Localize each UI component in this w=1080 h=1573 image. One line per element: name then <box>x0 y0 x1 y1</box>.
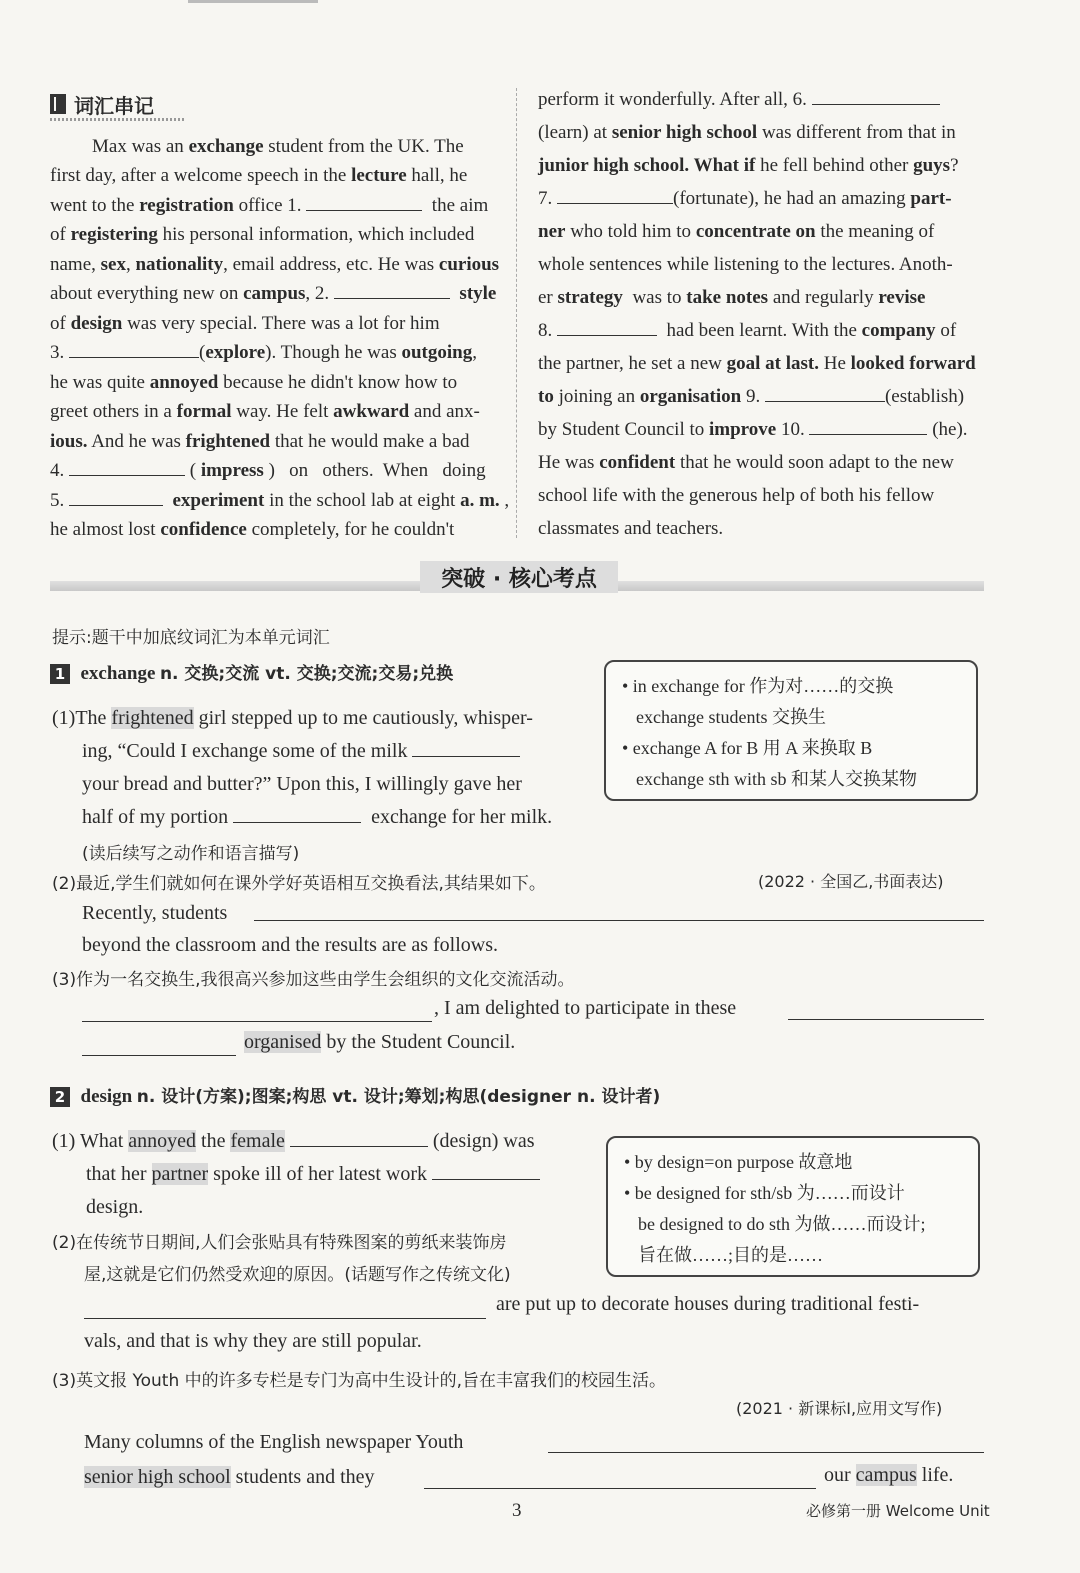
text-experiment: experiment in the school lab at eight a. m. , <box>172 490 510 511</box>
item1-heading <box>50 659 453 685</box>
item1-q1-note: (读后续写之动作和语言描写) <box>82 844 300 864</box>
item2-q3-our: our <box>824 1464 851 1486</box>
blank-5[interactable] <box>69 487 163 506</box>
item2-hint-4: 旨在做……;目的是…… <box>638 1245 824 1265</box>
item2-hint-1: • by design=on purpose 故意地 <box>624 1152 853 1172</box>
item2-q3-life: life. <box>921 1464 954 1486</box>
book-icon <box>50 94 66 114</box>
blank-8[interactable] <box>557 317 657 336</box>
vocab-right-line-9: the partner, he set a new goal at last. He looked forward <box>538 353 976 374</box>
item2-q3-text: students and they <box>235 1466 375 1488</box>
item1-q3-prompt: (3)作为一名交换生,我很高兴参加这些由学生会组织的文化交流活动。 <box>52 970 575 990</box>
item1-q2-line-1: Recently, students <box>82 902 228 924</box>
item2-q2-line-1: are put up to decorate houses during traditional festi- <box>496 1293 920 1315</box>
item2-q2-prompt-2: 屋,这就是它们仍然受欢迎的原因。(话题写作之传统文化) <box>84 1265 511 1285</box>
vocab-left-line-8: 3. (explore). Though he was outgoing, <box>50 338 477 368</box>
item2-q1-that-her: that her <box>86 1163 147 1185</box>
blank-9[interactable] <box>765 383 885 402</box>
vocab-left-line-9: he was quite annoyed because he didn't know how to <box>50 372 458 393</box>
item1-q3-blank-3[interactable] <box>82 1055 236 1056</box>
item1-q3-line-1: , I am delighted to participate in these <box>434 997 737 1019</box>
item1-hint-4: exchange sth with sb 和某人交换某物 <box>636 769 917 789</box>
item2-q3-line-3 <box>824 1461 953 1491</box>
vocab-highlight-senior-high-school: senior high school <box>84 1466 231 1488</box>
item2-q1-label: (1) What <box>52 1130 124 1152</box>
vocab-left-line-7: of design was very special. There was a lot for him <box>50 313 440 334</box>
vocab-left-line-5: name, sex, nationality, email address, etc. He was curious <box>50 254 500 275</box>
item2-q3-source: (2021 · 新课标Ⅰ,应用文写作) <box>736 1399 943 1418</box>
column-divider <box>516 88 517 538</box>
item2-q1-line-3: design. <box>86 1196 144 1218</box>
item1-headword: exchange <box>80 663 156 684</box>
item2-heading <box>50 1082 660 1108</box>
vocab-highlight-female: female <box>230 1130 285 1152</box>
vocab-left-line-1: Max was an exchange student from the UK. The <box>92 136 464 157</box>
item2-definition: n. 设计(方案);图案;构思 vt. 设计;筹划;构思(designer n. 设计者) <box>136 1087 661 1107</box>
item1-q1-line-2 <box>82 737 520 767</box>
item1-q1-line-1 <box>52 704 533 734</box>
item1-q2-line-2: beyond the classroom and the results are as follows. <box>82 934 499 956</box>
item1-number: 1 <box>50 664 70 684</box>
book-icon-spine <box>54 97 56 111</box>
item1-hint-box <box>604 660 978 801</box>
item1-hint-3: • exchange A for B 用 A 来换取 B <box>622 738 873 758</box>
vocab-highlight-organised: organised <box>244 1031 322 1053</box>
item2-q2-line-2: vals, and that is why they are still popular. <box>84 1330 422 1352</box>
item2-q3-blank-2[interactable] <box>424 1488 816 1489</box>
q1-text: girl stepped up to me cautiously, whisper- <box>198 707 533 729</box>
item1-definition: n. 交换;交流 vt. 交换;交流;交易;兑换 <box>159 664 454 684</box>
item2-q3-prompt: (3)英文报 Youth 中的许多专栏是专门为高中生设计的,旨在丰富我们的校园生活。 <box>52 1371 667 1391</box>
vocab-right-line-2: (learn) at senior high school was different from that in <box>538 122 956 143</box>
vocab-right-line-3: junior high school. What if he fell behind other guys? <box>538 155 959 176</box>
item1-q1-line-3: your bread and butter?” Upon this, I willingly gave her <box>82 773 522 795</box>
text-impress: ( impress ) on others. When doing <box>189 460 486 481</box>
item2-hint-box <box>606 1136 980 1277</box>
vocab-section-header <box>50 88 185 122</box>
item2-q3-blank-1[interactable] <box>548 1452 984 1453</box>
blank-6[interactable] <box>812 86 940 105</box>
blank-4[interactable] <box>69 457 185 476</box>
core-title: 突破 · 核心考点 <box>441 567 597 592</box>
blank-3[interactable] <box>69 339 199 358</box>
text-style: style <box>459 283 497 304</box>
vocab-right-line-6: whole sentences while listening to the lectures. Anoth- <box>538 254 953 275</box>
vocab-title-underline <box>50 118 185 121</box>
blank-7[interactable] <box>557 185 673 204</box>
item2-q1-blank-2[interactable] <box>432 1161 540 1180</box>
item1-q2-source: (2022 · 全国乙,书面表达) <box>758 872 944 891</box>
q1-text-4: half of my portion <box>82 806 229 828</box>
vocab-right-line-7: er strategy was to take notes and regularly revise <box>538 287 926 308</box>
vocab-left-line-14: he almost lost confidence completely, for he couldn't <box>50 519 455 540</box>
vocab-left-line-4: of registering his personal information, which included <box>50 224 475 245</box>
blank-2[interactable] <box>334 280 450 299</box>
vocab-right-line-4: 7. (fortunate), he had an amazing part- <box>538 184 952 214</box>
item1-q1-blank-2[interactable] <box>233 804 361 823</box>
vocab-right-line-5: ner who told him to concentrate on the meaning of <box>538 221 935 242</box>
item2-headword: design <box>80 1086 133 1107</box>
q3-text: by the Student Council. <box>326 1031 516 1053</box>
item1-q1-line-4 <box>82 803 552 833</box>
q1-text-5: exchange for her milk. <box>371 806 553 828</box>
book-label: 必修第一册 Welcome Unit <box>806 1502 990 1520</box>
page-number: 3 <box>512 1500 522 1521</box>
vocab-left-line-2: first day, after a welcome speech in the lecture hall, he <box>50 165 468 186</box>
item2-q3-line-1: Many columns of the English newspaper Youth <box>84 1431 464 1453</box>
vocab-left-line-3: went to the registration office 1. the aim <box>50 191 488 221</box>
vocab-right-line-12: He was confident that he would soon adapt to the new <box>538 452 954 473</box>
vocab-right-line-8: 8. had been learnt. With the company of <box>538 316 956 346</box>
vocab-highlight-partner: partner <box>151 1163 209 1185</box>
vocab-right-line-14: classmates and teachers. <box>538 518 724 539</box>
vocab-highlight-campus: campus <box>855 1464 917 1486</box>
blank-1[interactable] <box>306 192 422 211</box>
vocab-right-line-11: by Student Council to improve 10. (he). <box>538 415 968 445</box>
item2-q1-blank-1[interactable] <box>290 1128 428 1147</box>
text-the-aim: the aim <box>431 195 489 216</box>
item2-q3-line-2 <box>84 1463 375 1493</box>
item1-q3-line-2 <box>244 1028 515 1058</box>
q1-text-2: ing, “Could I exchange some of the milk <box>82 740 408 762</box>
item1-q1-blank-1[interactable] <box>412 738 520 757</box>
item2-q1-text: spoke ill of her latest work <box>213 1163 428 1185</box>
vocab-right-line-10: to joining an organisation 9. (establish) <box>538 382 964 412</box>
item2-hint-2: • be designed for sth/sb 为……而设计 <box>624 1183 905 1203</box>
item1-q2-blank[interactable] <box>254 920 984 921</box>
blank-10[interactable] <box>809 416 927 435</box>
item2-q1-line-1 <box>52 1127 535 1157</box>
item2-hint-3: be designed to do sth 为做……而设计; <box>638 1214 926 1234</box>
item2-q1-line-2 <box>86 1160 540 1190</box>
item2-q2-prompt-1: (2)在传统节日期间,人们会张贴具有特殊图案的剪纸来装饰房 <box>52 1233 507 1253</box>
item1-hint-1: • in exchange for 作为对……的交换 <box>622 676 894 696</box>
vocab-right-line-1: perform it wonderfully. After all, 6. <box>538 85 940 115</box>
tip-text: 提示:题干中加底纹词汇为本单元词汇 <box>52 628 330 648</box>
text-explore: (explore). Though he was outgoing, <box>199 342 477 363</box>
vocab-left-line-11: ious. And he was frightened that he would make a bad <box>50 431 470 452</box>
item1-q3-blank-1[interactable] <box>82 1021 432 1022</box>
vocab-left-line-13: 5. experiment in the school lab at eight a. m. , <box>50 486 509 516</box>
top-edge-mark <box>188 0 318 3</box>
item1-q2-prompt: (2)最近,学生们就如何在课外学好英语相互交换看法,其结果如下。 <box>52 874 546 894</box>
vocab-right-line-13: school life with the generous help of both his fellow <box>538 485 935 506</box>
item2-q2-blank[interactable] <box>84 1318 486 1319</box>
item2-q1-the: the <box>201 1130 226 1152</box>
vocab-section-title: 词汇串记 <box>74 94 154 118</box>
q1-label: (1)The <box>52 707 107 729</box>
item1-q3-blank-2[interactable] <box>788 1019 984 1020</box>
item1-hint-2: exchange students 交换生 <box>636 707 826 727</box>
vocab-highlight-frightened: frightened <box>111 707 194 729</box>
vocab-highlight-annoyed: annoyed <box>128 1130 197 1152</box>
item2-q1-design: (design) was <box>432 1130 535 1152</box>
item2-number: 2 <box>50 1087 70 1107</box>
vocab-left-line-12: 4. ( impress ) on others. When doing <box>50 456 486 486</box>
vocab-left-line-10: greet others in a formal way. He felt awkward and anx- <box>50 401 480 422</box>
vocab-left-line-6: about everything new on campus, 2. style <box>50 279 496 309</box>
